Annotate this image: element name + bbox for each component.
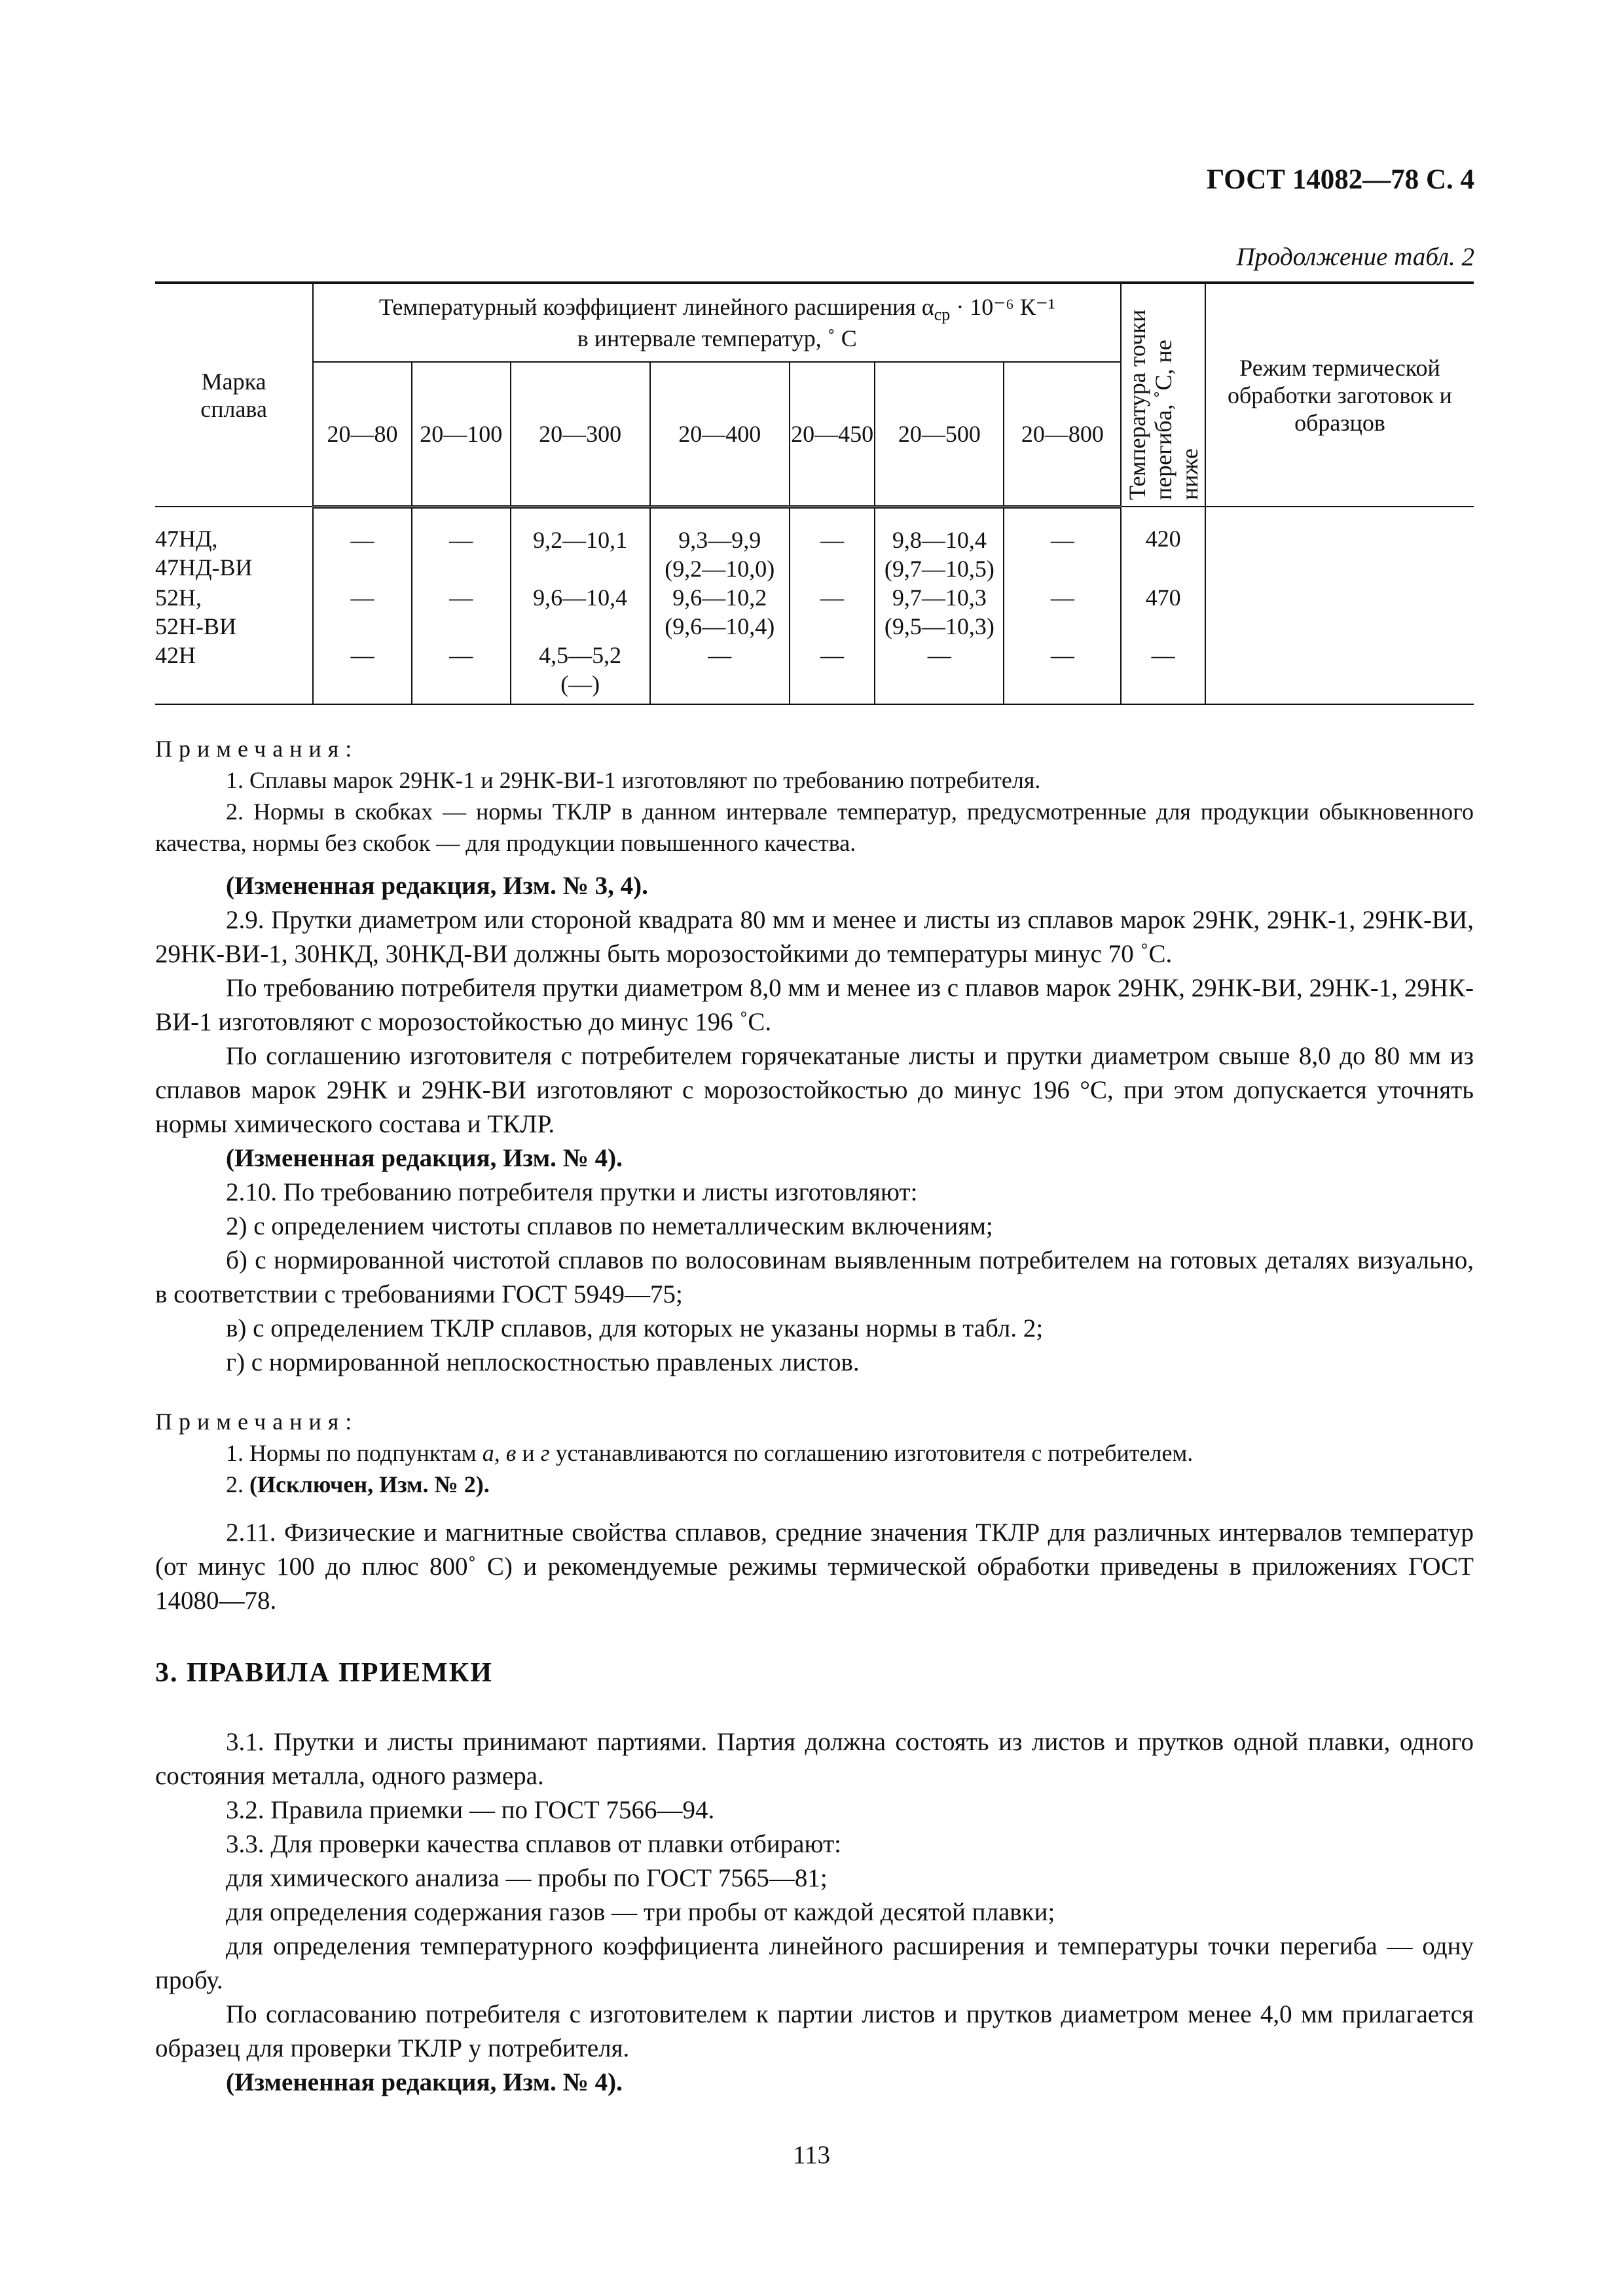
cell-20-80 [313,507,412,583]
edit-note: (Измененная редакция, Изм. № 3, 4). [226,872,648,900]
cell-text: 9,8—10,4 [892,526,987,553]
range-20-100: 20—100 [412,362,511,507]
clause-2-11: 2.11. Физические и магнитные свойства сплавов, средние значения ТКЛР для различных интервалов температур (от минус 100 до плюс 800˚ С) и рекомендуемые режимы термической обработки приведены в приложениях ГОСТ 14080—78. [155,1518,1474,1615]
cell-text: 4,5—5,2 [539,641,622,668]
cell-heat-treatment [1205,583,1474,641]
cell-text: — [1050,584,1074,611]
clause-2-9-b: По требованию потребителя прутки диаметром 8,0 мм и менее из с плавов марок 29НК, 29НК-ВИ, 29НК-1, 29НК-ВИ-1 изготовляют с морозостойкостью до минус 196 ˚С. [155,974,1474,1036]
document-header: ГОСТ 14082—78 С. 4 [1206,164,1474,195]
cell-text: — [820,526,845,553]
cell-text: — [708,641,732,668]
cell-20-450 [790,641,875,704]
range-20-450: 20—450 [790,362,875,507]
cell-text: 47НД, [155,526,218,552]
cell-text: (9,2—10,0) [665,555,775,582]
note-1: 1. Сплавы марок 29НК-1 и 29НК-ВИ-1 изготовляют по требованию потребителя. [226,767,1041,793]
cell-20-100 [412,583,511,641]
cell-text: 9,3—9,9 [678,526,761,553]
table-continuation-label: Продолжение табл. 2 [1236,243,1474,271]
cell-20-800 [1004,507,1121,583]
range-20-80: 20—80 [313,362,412,507]
cell-text: 9,7—10,3 [892,584,987,611]
cell-text: — [449,584,473,611]
clause-2-10-item: б) с нормированной чистотой сплавов по волосовинам выявленным потребителем на готовых деталях визуально, в соответствии с требованиями ГОСТ 5949—75; [155,1246,1474,1308]
clause-2-10-item: в) с определением ТКЛР сплавов, для которых не указаны нормы в табл. 2; [226,1314,1044,1342]
cell-bend-temperature [1121,583,1205,641]
edit-note: (Измененная редакция, Изм. № 4). [226,2068,623,2096]
cell-20-450 [790,583,875,641]
cell-bend-temperature [1121,641,1205,704]
cell-text: — [350,641,374,668]
cell-20-80 [313,583,412,641]
header-tklr: Температурный коэффициент линейного расширения $\alpha_{ср} \cdot 10^{-6}$ К⁻¹ в интервале температур, ˚ С [313,283,1121,362]
cell-text: (9,6—10,4) [665,613,775,639]
cell-text: — [449,526,473,553]
cell-text: 470 [1145,584,1181,611]
notes-block-2 [155,1406,1474,1500]
body-text-1 [155,869,1474,1380]
cell-text: — [820,641,845,668]
cell-text: (—) [560,670,600,697]
notes-block-1 [155,733,1474,859]
cell-20-400 [650,507,790,583]
range-20-400: 20—400 [650,362,790,507]
header-grade: Марка сплава [155,283,313,507]
cell-text: — [927,641,951,668]
notes-title: Примечания: [155,1408,359,1435]
cell-20-800 [1004,583,1121,641]
clause-3-3-item: для химического анализа — пробы по ГОСТ 7565—81; [226,1864,828,1892]
clause-3-3-item: По согласованию потребителя с изготовителем к партии листов и прутков диаметром менее 4,0 мм прилагается образец для проверки ТКЛР у потребителя. [155,2000,1474,2062]
cell-text: (9,5—10,3) [884,613,994,639]
header-heat-treatment: Режим термической обработки заготовок и образцов [1205,283,1474,507]
cell-text: — [350,526,374,553]
cell-bend-temperature [1121,507,1205,583]
cell-text: 9,6—10,2 [672,584,767,611]
clause-3-3-item: для определения температурного коэффициента линейного расширения и температуры точки перегиба — одну пробу. [155,1932,1474,1994]
clause-3-1: 3.1. Прутки и листы принимают партиями. Партия должна состоять из листов и прутков одной плавки, одного состояния металла, одного размера. [155,1728,1474,1790]
cell-20-300 [511,507,650,583]
cell-text: 52Н, [155,584,202,611]
cell-20-500 [875,583,1004,641]
cell-20-300 [511,583,650,641]
cell-20-400 [650,583,790,641]
clause-2-10-item: г) с нормированной неплоскостностью правленых листов. [226,1348,860,1376]
section-heading: 3. ПРАВИЛА ПРИЕМКИ [155,1658,493,1688]
clause-2-9-c: По соглашению изготовителя с потребителем горячекатаные листы и прутки диаметром свыше 8,0 до 80 мм из сплавов марок 29НК и 29НК-ВИ изготовляют с морозостойкостью до минус 196 °С, при этом допускается уточнять нормы химического состава и ТКЛР. [155,1042,1474,1138]
cell-grade [155,583,313,641]
note-1: 1. Нормы по подпунктам а, в и г устанавливаются по соглашению изготовителя с потребителем. [226,1440,1194,1466]
cell-text: 420 [1145,526,1181,552]
cell-20-300 [511,641,650,704]
range-20-800: 20—800 [1004,362,1121,507]
cell-text: 47НД-ВИ [155,554,253,581]
cell-20-100 [412,507,511,583]
cell-20-450 [790,507,875,583]
cell-text [1206,524,1474,553]
cell-text: — [350,584,374,611]
cell-text: 42Н [155,641,196,668]
cell-text [1206,641,1474,670]
cell-20-500 [875,507,1004,583]
cell-grade [155,641,313,704]
clause-3-3-item: для определения содержания газов — три пробы от каждой десятой плавки; [226,1898,1055,1926]
notes-title: Примечания: [155,736,359,762]
cell-20-400 [650,641,790,704]
clause-3-3: 3.3. Для проверки качества сплавов от плавки отбирают: [226,1830,841,1858]
note-2: 2. Нормы в скобках — нормы ТКЛР в данном интервале температур, предусмотренные для продукции обыкновенного качества, нормы без скобок — для продукции повышенного качества. [155,798,1474,856]
table-row [155,641,1474,704]
cell-text: 52Н-ВИ [155,613,236,639]
cell-heat-treatment [1205,641,1474,704]
cell-20-80 [313,641,412,704]
cell-text: — [1151,641,1175,668]
table-row [155,583,1474,641]
cell-text: — [1050,641,1074,668]
properties-table [155,281,1474,705]
cell-text: — [449,641,473,668]
cell-text [1206,583,1474,612]
range-20-300: 20—300 [511,362,650,507]
cell-heat-treatment [1205,507,1474,583]
edit-note: (Измененная редакция, Изм. № 4). [226,1144,623,1172]
cell-text: (9,7—10,5) [884,555,994,582]
header-bend-temperature: Температура точки перегиба, ˚С, не ниже [1121,283,1205,507]
cell-20-500 [875,641,1004,704]
clause-2-10: 2.10. По требованию потребителя прутки и листы изготовляют: [226,1178,918,1206]
cell-20-800 [1004,641,1121,704]
page-number: 113 [792,2141,831,2169]
clause-2-10-item: 2) с определением чистоты сплавов по неметаллическим включениям; [226,1212,993,1240]
cell-text: — [820,584,845,611]
cell-text: 9,2—10,1 [533,526,628,553]
note-2: 2. (Исключен, Изм. № 2). [226,1471,490,1498]
range-20-500: 20—500 [875,362,1004,507]
cell-text: — [1050,526,1074,553]
cell-grade [155,507,313,583]
clause-2-9: 2.9. Прутки диаметром или стороной квадрата 80 мм и менее и листы из сплавов марок 29НК, 29НК-1, 29НК-ВИ, 29НК-ВИ-1, 30НКД, 30НКД-ВИ должны быть морозостойкими до температуры минус 70 ˚С. [155,906,1474,968]
body-text-2 [155,1516,1474,2100]
clause-3-2: 3.2. Правила приемки — по ГОСТ 7566—94. [226,1796,715,1824]
table-body [155,507,1474,704]
cell-20-100 [412,641,511,704]
cell-text: 9,6—10,4 [533,584,628,611]
table-row [155,507,1474,583]
